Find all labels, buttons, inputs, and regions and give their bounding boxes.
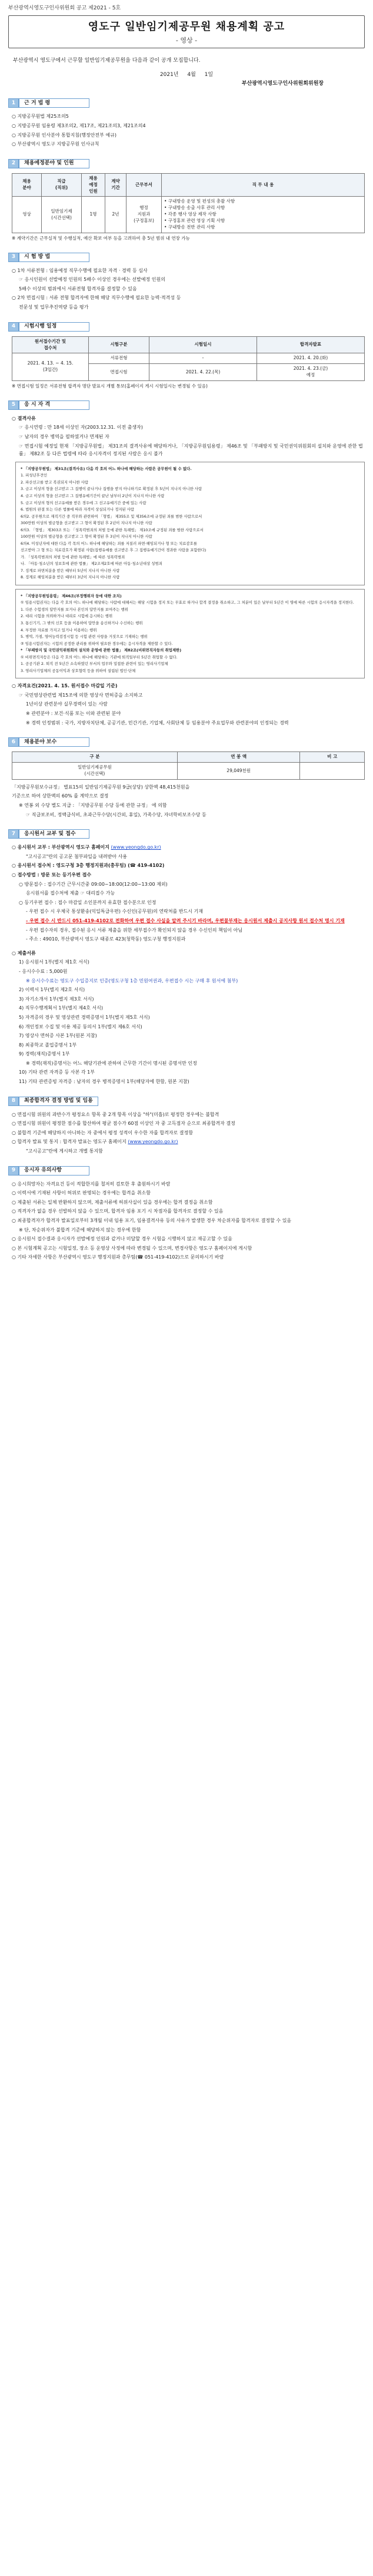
intro-text: 부산광역시 영도구에서 근무할 일반임기제공무원을 다음과 같이 공개 모집합니다. xyxy=(13,58,201,64)
list-item: ※ 단, 차순위자가 불합격 기준에 해당하지 않는 경우에 한함 xyxy=(19,1227,141,1233)
list-item: ○ 면접시험 위원의 과반수가 평정요소 항목 중 2개 항목 이상을 "하"(미흡)로 평정한 경우에는 불합격 xyxy=(12,1111,219,1117)
salary-note: ☞ 직급보조비, 정액급식비, 초과근무수당(시간외, 휴일), 가족수당, 자녀학비보조수당 등 xyxy=(26,812,207,817)
homepage-link[interactable]: (www.yeongdo.go.kr) xyxy=(111,845,161,850)
box-line: * 「지방공무원법」 제31조(결격사유) 다음 각 호의 어느 하나에 해당하는 사람은 공무원이 될 수 없다. xyxy=(21,466,192,471)
list-item: ○ 지방공무원법 제25조의5 xyxy=(12,114,69,120)
list-item: ○ 면접시험 위원이 평정한 점수를 합산하여 평균 점수가 60점 이상인 자 중 고득점자 순으로 최종합격자 결정 xyxy=(12,1121,235,1127)
list-item: "고시공고"란의 공고문 첨부파일을 내려받아 사용 xyxy=(26,853,128,859)
section-number: 2 xyxy=(8,159,19,168)
box-line: 1. 다른 수험생의 답안지를 보거나 본인의 답안지를 보여주는 행위 xyxy=(21,607,128,612)
list-item: 5배수 이상의 범위에서 서류전형 합격자를 결정할 수 있음 xyxy=(19,286,137,292)
box-line: 4. 금고 이상의 형을 선고받고 그 집행유예기간이 끝난 날부터 2년이 지나지 아니한 사람 xyxy=(21,493,165,498)
cell-duties xyxy=(162,197,365,233)
box-line: 3. 영리사기업체의 공동이익과 상호협력 등을 위하여 설립된 법인·단체 xyxy=(21,668,136,673)
date-day: 1일 xyxy=(204,72,214,78)
section-title: 채용예정분야 및 인원 xyxy=(19,159,89,168)
misconduct-box xyxy=(15,589,365,678)
cell-memo xyxy=(300,763,365,780)
table-row xyxy=(12,353,365,364)
recruitment-table xyxy=(12,173,365,233)
subheading: ○ 결격사유 xyxy=(12,415,36,421)
list-item: ○ 응시원서 접수결과 응시자가 선발예정 인원과 같거나 미달할 경우 시험을 시행하지 않고 재공고할 수 있음 xyxy=(12,1236,232,1242)
box-line: * 「지방공무원임용령」 제46조(부정행위자 등에 대한 조치) xyxy=(21,593,122,598)
date-year: 2021년 xyxy=(159,72,179,78)
list-item: ○ 지방공무원 임용령 제3조의2, 제17조, 제21조의3, 제21조의4 xyxy=(12,123,146,129)
result-label: ○ 합격자 발표 및 통지 : 합격자 발표는 영도구 홈페이지 xyxy=(12,1139,126,1145)
table-note: ※ 계약기간은 근무실적 및 수행실적, 예산 확보 여부 등을 고려하여 총 5년 범위 내 연장 가능 xyxy=(12,235,190,241)
doc-item: 7) 영상사 면허증 사본 1부(원본 지참) xyxy=(19,1033,97,1039)
cell-result: 2021. 4. 23.(금) 예정 xyxy=(257,364,365,381)
list-item: - 우편 접수자의 경우, 접수된 응시 서류 제출을 위한 세부접수가 확인되지 않을 경우 수신인의 책임이 아님 xyxy=(26,927,243,933)
list-item: ☞ 국민영상관련법 제15조에 의한 영상사 면허증을 소지하고 xyxy=(19,692,143,698)
list-item: ○ 접수방법 : 방문 또는 등기우편 접수 xyxy=(12,872,92,878)
section-number: 7 xyxy=(8,829,19,839)
doc-item: 2) 이력서 1부(별지 제2호 서식) xyxy=(19,987,85,993)
cell-type: 면접시험 xyxy=(89,364,149,381)
box-line: 나. 「아동·청소년의 성보호에 관한 법률」 제2조제2호에 따른 아동·청소년대상 성범죄 xyxy=(21,561,162,567)
cell-count: 1명 xyxy=(82,197,105,233)
section-title: 최종합격자 결정 방법 및 임용 xyxy=(19,1097,98,1106)
cell-dept: 행정 지원과 (구정홍보) xyxy=(126,197,162,233)
section-number: 6 xyxy=(8,737,19,747)
doc-note: ※ 응시수수료는 영도구 수입증지로 인증(영도구청 1층 민원여권과, 우편접수 시는 구매 후 원서에 첨부) xyxy=(26,978,238,984)
table-header: 계약 기간 xyxy=(105,173,126,197)
duty-item: • 구내방송 전반 관리 사항 xyxy=(164,224,215,230)
section-title: 응 시 자 격 xyxy=(19,400,89,410)
salary-note: 「지방공무원보수규정」 별표15의 일반임기제공무원 9급(상당) 상한액 48,415천원을 xyxy=(12,784,190,790)
list-item: ○ 제출된 서류는 일체 반환하지 않으며, 제출서류에 허위사실이 있을 경우에는 합격 결정을 취소함 xyxy=(12,1199,213,1205)
section-title: 응시자 유의사항 xyxy=(19,1166,89,1176)
list-item: ○ 부산광역시 영도구 지방공무원 인사규칙 xyxy=(12,141,99,147)
cell-grade: 일반임기제공무원 (시간선택) xyxy=(12,763,178,780)
list-item: ○ 본 시험계획 공고는 시험일정, 장소 등 운영상 사정에 따라 변경될 수 있으며, 변경사항은 영도구 홈페이지에 게시함 xyxy=(12,1245,252,1251)
subheading: ○ 자격요건(2021. 4. 15. 원서접수 마감일 기준) xyxy=(12,683,118,689)
disqualification-box xyxy=(15,462,365,585)
box-line: 8. 징계로 해임처분을 받은 때부터 3년이 지나지 아니한 사람 xyxy=(21,575,120,580)
list-item: ○ 최종합격자가 합격자 발표일로부터 3개월 이내 임용 포기, 임용결격사유 등의 사유가 발생한 경우 차순위자를 합격자로 결정할 수 있음 xyxy=(12,1218,292,1224)
box-line: 2. 파산선고를 받고 복권되지 아니한 사람 xyxy=(21,479,89,485)
cell-term: 2년 xyxy=(105,197,126,233)
table-header: 시험구분 xyxy=(89,336,149,353)
table-header: 연 봉 액 xyxy=(177,752,300,763)
section-final-selection xyxy=(8,1097,365,1155)
box-line: 6. 법원의 판결 또는 다른 법률에 따라 자격이 상실되거나 정지된 사람 xyxy=(21,507,135,512)
box-line: 300만원 이상의 벌금형을 선고받고 그 형이 확정된 후 2년이 지나지 아니한 사람 xyxy=(21,521,152,526)
list-item: ☞ 응시인원이 선발예정 인원의 5배수 이상인 경우에는 선발예정 인원의 xyxy=(19,277,165,283)
list-item: 1년이상 관련분야 실무경력이 있는 사람 xyxy=(26,701,108,707)
duty-item: • 구내방송 운영 및 편성의 총괄 사항 xyxy=(164,198,235,204)
cell-type: 서류전형 xyxy=(89,353,149,364)
box-line: 7. 징계로 파면처분을 받은 때부터 5년이 지나지 아니한 사람 xyxy=(21,568,120,573)
cell-apply-period: 2021. 4. 13. ~ 4. 15. (3일간) xyxy=(12,353,89,381)
notice-number: 부산광역시영도구인사위원회 공고 제2021 - 5호 xyxy=(8,5,121,11)
section-number: 8 xyxy=(8,1097,19,1106)
box-line: 선고받아 그 형 또는 치료감호가 확정된 사람(집행유예를 선고받은 후 그 집행유예기간이 경과한 사람을 포함한다) xyxy=(21,548,207,553)
cell-field: 영상 xyxy=(12,197,42,233)
table-header: 시험일시 xyxy=(149,336,257,353)
doc-note: ※ 경력(재직)증명서는 어느 해당기관에 관하여 근무한 기간이 명시된 증명서만 인정 xyxy=(26,1060,197,1066)
table-header: 비 고 xyxy=(300,752,365,763)
list-item: ○ 이력서에 기재된 사항이 허위로 판명되는 경우에는 합격을 취소함 xyxy=(12,1190,151,1196)
section-title: 채용분야 보수 xyxy=(19,737,89,747)
table-header: 직급 (직위) xyxy=(42,173,82,197)
section-application xyxy=(8,829,365,1085)
duty-item: • 각종 행사 영상 제작 사항 xyxy=(164,211,217,217)
title-box xyxy=(8,15,365,48)
table-note: ※ 면접시험 일정은 서류전형 합격자 명단 발표시 개별 통보(홈페이지 게시 시험일시는 변경될 수 있음) xyxy=(12,383,208,389)
doc-item: 10) 기타 관련 자격증 등 사본 각 1부 xyxy=(19,1070,95,1075)
box-line: ① 임용시험권자는 다음 각 호의 어느 하나에 해당하는 사람에 대해서는 해당 시험을 정지 또는 무효로 하거나 합격 결정을 취소하고, 그 처분이 있은 날부터 5년간 이 영에 따른 시험의 응시자격을 정지한다. xyxy=(21,600,354,605)
table-header: 채용 예정 인원 xyxy=(82,173,105,197)
section-schedule xyxy=(8,322,365,390)
table-header: 원서접수기간 및 접수처 xyxy=(12,336,89,353)
intro xyxy=(8,57,365,65)
box-line: 3. 통신기기, 그 밖의 신호 등을 이용하여 답안을 송신하거나 수신하는 행위 xyxy=(21,621,143,626)
section-eligibility xyxy=(8,400,365,727)
doc-item: 4) 직무수행계획서 1부(별지 제4호 서식) xyxy=(19,1005,103,1011)
box-line: 6의4. 미성년자에 대한 다음 각 목의 어느 하나에 해당하는 죄를 저질러 파면·해임되거나 형 또는 치료감호를 xyxy=(21,541,197,546)
subheading: ○ 제출서류 xyxy=(12,950,36,956)
cell-result: 2021. 4. 20.(화) xyxy=(257,353,365,364)
salary-note: ※ 연봉 외 수당 별도 지급 : 「지방공무원 수당 등에 관한 규정」 에 의함 xyxy=(19,803,167,809)
list-item: 응시원서를 접수처에 제출 ☞ 대리접수 가능 xyxy=(26,890,115,896)
salary-table xyxy=(12,751,365,780)
box-line: 1. 피성년후견인 xyxy=(21,473,48,478)
list-item: ○ 응시희망자는 자격요건 등이 적합한지를 철저히 검토한 후 출원하시기 바람 xyxy=(12,1181,171,1187)
box-line: 3. 금고 이상의 형을 선고받고 그 집행이 끝나거나 집행을 받지 아니하기로 확정된 후 5년이 지나지 아니한 사람 xyxy=(21,486,202,492)
table-row xyxy=(12,763,365,780)
box-line: 6의3. 「형법」 제303조 또는 「성폭력범죄의 처벌 등에 관한 특례법」 제10조에 규정된 죄를 범한 사람으로서 xyxy=(21,527,204,532)
list-item: ☞ 남자의 경우 병역을 필하였거나 면제된 자 xyxy=(19,434,109,440)
cell-date: 2021. 4. 22.(목) xyxy=(149,364,257,381)
homepage-link[interactable]: (www.yeongdo.go.kr) xyxy=(128,1139,178,1145)
section-recruitment xyxy=(8,159,365,242)
box-line: 6의2. 공무원으로 재직기간 중 직무와 관련하여 「형법」 제355조 및 제356조에 규정된 죄를 범한 사람으로서 xyxy=(21,514,202,519)
list-item: - 우편 접수 시 우체국 통상환송(익일특급우편) 수신인(공무원)의 연락처를 반드시 기재 xyxy=(26,909,204,915)
section-number: 1 xyxy=(8,98,19,108)
salary-note: 기준으로 하여 상한액의 60% 를 계약으로 결정 xyxy=(12,793,109,799)
box-line: ② 임용시험권자는 시험의 공정한 관리를 위하여 필요한 경우에는 응시자격을 제한할 수 있다. xyxy=(21,641,173,646)
box-line: 가. 「성폭력범죄의 처벌 등에 관한 특례법」에 따른 성폭력범죄 xyxy=(21,554,125,559)
cell-date: - xyxy=(149,353,257,364)
list-item: ○ 1차 서류전형 : 임용예정 직무수행에 필요한 자격 · 경력 등 심사 xyxy=(12,267,148,273)
section-exam-method xyxy=(8,253,365,312)
table-header: 합격자발표 xyxy=(257,336,365,353)
box-line: 2. 대리 시험을 의뢰하거나 대리로 시험에 응시하는 행위 xyxy=(21,614,113,619)
box-line: ① 비위면직자등은 다음 각 호의 어느 하나에 해당하는 기관에 퇴직일부터 5년간 취업할 수 없다. xyxy=(21,654,178,660)
list-item: ○ 방문접수 : 접수기간 근무시간중 09:00~18:00(12:00~13:00 제외) xyxy=(19,881,168,887)
section-title: 근 거 법 령 xyxy=(19,98,89,108)
box-line: 5. 병역, 가점, 영어능력검정시험 등 시험 관련 사항을 거짓으로 기재하는 행위 xyxy=(21,634,148,640)
list-item: ※ 관련분야 : 보건·식품 또는 이와 관련된 분야 xyxy=(26,711,121,717)
section-salary xyxy=(8,737,365,819)
list-item: - 주소 : 49010, 부산광역시 영도구 태종로 423(청학동) 영도구청 행정지원과 xyxy=(26,936,186,942)
table-header: 채용 분야 xyxy=(12,173,42,197)
box-line: 1. 공공기관 2. 퇴직 전 5년간 소속하였던 부서의 업무와 밀접한 관련이 있는 영리사기업체 xyxy=(21,661,168,667)
section-title: 응시원서 교부 및 접수 xyxy=(19,829,89,839)
list-item: ☞ 응시연령 : 만 18세 이상인 자(2003.12.31. 이전 출생자) xyxy=(19,425,143,431)
page-title: 영도구 일반임기제공무원 채용계획 공고 xyxy=(88,21,285,33)
list-item: ○ 지방공무원 인사분야 통합지침(행정안전부 예규) xyxy=(12,132,116,138)
doc-item: 11) 기타 관련증빙 자격증 : 남자의 경우 병적증명서 1부(해당자에 한함, 원본 지참) xyxy=(19,1079,189,1085)
cell-rank: 일반임기제 (시간선택) xyxy=(42,197,82,233)
section-notes xyxy=(8,1166,365,1261)
section-number: 5 xyxy=(8,400,19,410)
list-item: ○ 불합격 기준에 해당하지 아니하는 자 중에서 평정 성적이 우수한 자를 합격자로 결정함 xyxy=(12,1130,193,1135)
box-line: * 「부패방지 및 국민권익위원회의 설치와 운영에 관한 법률」 제82조(비위면직자등의 취업제한) xyxy=(21,648,182,653)
cell-pay: 29,049천원 xyxy=(177,763,300,780)
list-item xyxy=(12,843,365,852)
doc-item: 3) 자기소개서 1부(별지 제3호 서식) xyxy=(19,996,94,1002)
section-number: 3 xyxy=(8,253,19,262)
list-item: ○ 기타 자세한 사항은 부산광역시 영도구 행정지원과 총무팀(☎ 051-419-4102)으로 문의하시기 바람 xyxy=(12,1254,224,1260)
list-item: ○ 등기우편 접수 : 접수 마감일 소인분까지 유효한 접수분으로 인정 xyxy=(19,899,156,905)
list-item xyxy=(12,1138,365,1146)
box-line: 100만원 이상의 벌금형을 선고받고 그 형이 확정된 후 3년이 지나지 아니한 사람 xyxy=(21,534,152,539)
date-month: 4월 xyxy=(187,72,196,78)
date-line xyxy=(8,71,365,79)
doc-item: - 응시수수료 : 5,000원 xyxy=(19,968,68,974)
list-item: "고시공고"란에 게시하고 개별 통지함 xyxy=(26,1148,103,1154)
form-distribution-label: ○ 응시원서 교부 : 부산광역시 영도구 홈페이지 xyxy=(12,845,109,850)
doc-item: 1) 응시원서 1부(별지 제1호 서식) xyxy=(19,959,89,965)
list-item-warning: - 우편 접수 시 반드시 051-419-4102로 전화하여 우편 접수 사실을 알려 주시기 바라며, 우편물부재는 응시원서 제출시 공지사항 원서 접수처 명시 기재 xyxy=(26,918,345,923)
table-header: 구 분 xyxy=(12,752,178,763)
list-item: ☞ 면접시험 예정일 현재 「지방공무원법」 제31조의 결격사유에 해당하거나, 「지방공무원임용령」 제46조 및 「부패방지 및 국민권익위원회의 설치와 운영에 관한 법률」 제82조 등 다른 법령에 따라 응시자격이 정지된 사람은 응시 불가 xyxy=(19,443,363,457)
list-item: ○ 2차 면접시험 : 서류 전형 합격자에 한해 해당 직무수행에 필요한 능력·적격성 등 xyxy=(12,295,181,301)
doc-item: 9) 경력(재직)증명서 1부 xyxy=(19,1051,70,1057)
table-header: 직 무 내 용 xyxy=(162,173,365,197)
doc-item: 5) 자격증의 경우 및 영상관련 경력증명서 1부(별지 제5호 서식) xyxy=(19,1014,150,1020)
box-line: 5. 금고 이상의 형의 선고유예를 받은 경우에 그 선고유예기간 중에 있는 사람 xyxy=(21,500,146,505)
list-item: ○ 응시원서 접수처 : 영도구청 3층 행정지원과(총무팀) (☎ 419-4102) xyxy=(12,863,165,869)
section-number: 9 xyxy=(8,1166,19,1176)
list-item: ○ 적격자가 없을 경우 선발하지 않을 수 있으며, 합격자 임용 포기 시 차점자를 합격자로 결정할 수 있음 xyxy=(12,1208,224,1214)
list-item: ※ 경력 인정범위 : 국가, 지방자치단체, 공공기관, 민간기관, 기업체, 사회단체 등 임용분야 주요업무와 관련분야의 인정되는 경력 xyxy=(26,720,289,726)
duty-item: • 구정홍보 관련 영상 기획 사항 xyxy=(164,218,225,224)
authority: 부산광역시영도구인사위원회위원장 xyxy=(241,81,324,87)
section-number: 4 xyxy=(8,322,19,332)
table-header: 근무부서 xyxy=(126,173,162,197)
doc-item: 8) 최종학교 졸업증명서 1부 xyxy=(19,1042,77,1048)
schedule-table xyxy=(12,336,365,381)
table-row xyxy=(12,197,365,233)
duty-item: • 구내방송 송출 사후 관리 사항 xyxy=(164,205,225,211)
doc-item: 6) 개인정보 수집 및 이용 제공 동의서 1부(별지 제6호 서식) xyxy=(19,1024,142,1029)
section-legal-basis xyxy=(8,98,365,148)
box-line: 4. 부정한 자료를 가지고 있거나 이용하는 행위 xyxy=(21,627,97,633)
page-subtitle: - 영상 - xyxy=(175,37,198,45)
section-title: 시험시행 일정 xyxy=(19,322,89,332)
list-item: 전문성 및 업무추진역량 등을 평가 xyxy=(19,304,89,310)
section-title: 시 험 방 법 xyxy=(19,253,89,262)
